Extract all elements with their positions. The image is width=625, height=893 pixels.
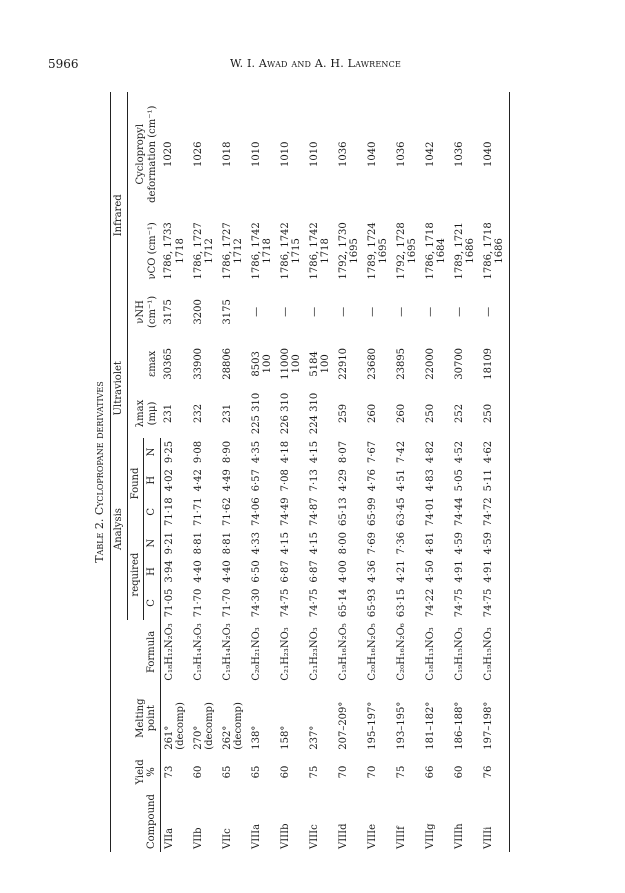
cell-lambda: 224 310 (308, 392, 320, 435)
cell-formula: C₂₁H₂₃NO₃ (308, 627, 320, 681)
cell-mp: 186–188° (453, 701, 465, 750)
cell-lambda: 225 310 (250, 392, 262, 435)
cell-co: 1786, 1718 1684 (424, 222, 447, 280)
cyclopropane-table (110, 92, 510, 852)
group-required: required (127, 529, 144, 620)
table-row (422, 92, 451, 852)
cell-mp: 270° (decomp) (192, 702, 215, 750)
table-row (277, 92, 306, 852)
cell-epsilon: 11000 100 (279, 347, 302, 380)
col-req-h: H (144, 557, 161, 585)
cell-cyclo: 1040 (480, 92, 510, 216)
cell-req-c: 63·15 (395, 588, 407, 618)
cell-fnd-c: 74·72 (480, 494, 510, 529)
cell-req-n: 4·59 (480, 529, 510, 557)
cell-fnd-n: 4·62 (480, 438, 510, 466)
cell-yield: 65 (250, 765, 262, 779)
table-body (160, 92, 509, 852)
cell-lambda: 226 310 (279, 392, 291, 435)
cell-lambda: 250 (424, 403, 436, 424)
col-found-h: H (144, 466, 161, 494)
cell-co: 1786, 1733 1718 (163, 222, 186, 280)
cell-compound: VIIc (221, 828, 233, 849)
cell-fnd-c: 74·01 (424, 497, 436, 527)
table-row (306, 92, 335, 852)
cell-compound: VIIIh (453, 823, 465, 849)
cell-fnd-n: 4·52 (453, 440, 465, 464)
cell-req-c: 71·70 (221, 588, 233, 618)
cell-fnd-c: 71·71 (192, 497, 204, 527)
cell-co: 1792, 1728 1695 (395, 222, 418, 280)
cell-compound: VIIIe (366, 824, 378, 849)
cell-fnd-n: 7·42 (395, 440, 407, 464)
cell-fnd-n: 7·67 (366, 440, 378, 464)
cell-cyclo: 1018 (221, 141, 233, 167)
cell-mp: 261° (decomp) (163, 702, 186, 750)
running-head (230, 57, 401, 70)
cell-req-h: 4·40 (221, 560, 233, 583)
cell-nh: — (453, 306, 465, 317)
cell-mp: 197–198° (480, 684, 510, 753)
cell-yield: 75 (308, 765, 320, 779)
cell-req-h: 4·91 (453, 560, 465, 583)
cell-lambda: 260 (395, 403, 407, 424)
cell-formula: C₁₉H₁₅NO₃ (480, 620, 510, 683)
cell-nh: 3175 (163, 299, 174, 325)
cell-mp: 195–197° (366, 701, 378, 750)
group-infrared: Infrared (111, 92, 128, 339)
cell-compound: VIIIc (308, 824, 320, 849)
cell-req-n: 4·15 (279, 532, 291, 555)
cell-req-c: 71·70 (192, 588, 204, 618)
col-cyclopropyl: Cyclopropyl deformation (cm⁻¹) (135, 105, 158, 203)
group-ultraviolet: Ultraviolet (111, 339, 128, 438)
cell-formula: C₂₀H₂₁NO₃ (250, 627, 262, 681)
cell-yield: 65 (221, 765, 233, 779)
col-formula: Formula (111, 620, 161, 683)
cell-co: 1786, 1742 1715 (279, 222, 302, 280)
table-caption-text: Table 2. Cyclopropane derivatives (93, 381, 106, 563)
col-compound: Compound (111, 791, 161, 852)
cell-fnd-h: 5·11 (480, 466, 510, 494)
cell-compound: VIIIb (279, 823, 291, 849)
cell-mp: 158° (279, 725, 291, 750)
table-row (160, 92, 190, 852)
cell-lambda: 250 (480, 389, 510, 438)
cell-lambda: 231 (163, 403, 174, 424)
cell-yield: 76 (480, 753, 510, 791)
cell-epsilon: 33900 (192, 347, 204, 380)
cell-co: 1786, 1742 1718 (250, 222, 273, 280)
cell-fnd-c: 65·99 (366, 497, 378, 527)
cell-cyclo: 1040 (366, 141, 378, 167)
cell-epsilon: 22000 (424, 347, 436, 380)
cell-req-c: 65·93 (366, 588, 378, 618)
cell-co: 1786, 1727 1712 (221, 222, 244, 280)
cell-fnd-h: 6·57 (250, 469, 262, 492)
cell-compound: VIIb (192, 827, 204, 849)
cell-req-n: 8·00 (337, 532, 349, 555)
cell-fnd-h: 4·51 (395, 469, 407, 492)
table-row (451, 92, 480, 852)
cell-cyclo: 1042 (424, 141, 436, 167)
group-found: Found (127, 438, 144, 529)
cell-req-h: 3·94 (163, 560, 175, 583)
cell-fnd-h: 4·49 (221, 469, 233, 492)
cell-co: 1786, 1742 1718 (308, 222, 331, 280)
cell-cyclo: 1010 (250, 141, 262, 167)
cell-req-h: 6·87 (279, 560, 291, 583)
cell-nh: — (424, 306, 436, 317)
cell-co: 1786, 1727 1712 (192, 222, 215, 280)
cell-cyclo: 1020 (163, 141, 174, 167)
cell-fnd-n: 8·90 (221, 440, 233, 464)
cell-mp: 237° (308, 725, 320, 750)
cell-req-h: 4·40 (192, 560, 204, 583)
rotated-table (93, 92, 543, 852)
cell-fnd-h: 4·42 (192, 469, 204, 492)
cell-yield: 73 (163, 765, 175, 779)
cell-req-c: 74·75 (480, 586, 510, 621)
cell-fnd-h: 4·76 (366, 469, 378, 492)
cell-lambda: 252 (453, 403, 465, 424)
cell-lambda: 231 (221, 403, 233, 424)
cell-compound: VIIIg (424, 823, 436, 849)
cell-epsilon: 30365 (163, 347, 174, 380)
cell-lambda: 232 (192, 403, 204, 424)
cell-compound: VIIIf (395, 826, 407, 849)
cell-fnd-c: 74·49 (279, 497, 291, 527)
cell-formula: C₁₉H₁₅NO₃ (453, 627, 465, 681)
cell-nh: — (308, 306, 320, 317)
cell-fnd-h: 7·13 (308, 469, 320, 492)
cell-req-n: 4·33 (250, 532, 262, 555)
cell-cyclo: 1036 (395, 141, 407, 167)
cell-epsilon: 22910 (337, 347, 349, 380)
cell-lambda: 260 (366, 403, 378, 424)
cell-mp: 181–182° (424, 701, 436, 750)
cell-yield: 75 (395, 765, 407, 779)
table-row (480, 92, 510, 852)
cell-req-c: 71·05 (163, 588, 175, 618)
cell-mp: 262° (decomp) (221, 702, 244, 750)
cell-formula: C₂₀H₁₆N₂O₆ (395, 623, 407, 681)
cell-fnd-h: 5·05 (453, 469, 465, 492)
col-req-c: C (144, 586, 161, 621)
cell-nh: — (337, 306, 349, 317)
cell-req-c: 74·22 (424, 588, 436, 618)
cell-fnd-n: 4·82 (424, 440, 436, 464)
col-yield: Yield % (111, 753, 161, 791)
cell-nh: — (395, 306, 407, 317)
cell-req-h: 4·21 (395, 560, 407, 583)
table-row (393, 92, 422, 852)
cell-req-h: 6·50 (250, 560, 262, 583)
cell-req-h: 6·87 (308, 560, 320, 583)
col-found-n: N (144, 438, 161, 466)
cell-mp: 193–195° (395, 701, 407, 750)
cell-yield: 60 (453, 765, 465, 779)
cell-cyclo: 1026 (192, 141, 204, 167)
table-row (364, 92, 393, 852)
cell-yield: 60 (279, 765, 291, 779)
cell-mp: 207–209° (337, 701, 349, 750)
cell-req-n: 4·81 (424, 532, 436, 555)
cell-nh: — (279, 306, 291, 317)
cell-formula: C₁₉H₁₄N₂O₃ (221, 623, 233, 681)
col-found-c: C (144, 494, 161, 529)
cell-req-c: 74·75 (308, 588, 320, 618)
cell-nh: — (480, 285, 510, 338)
cell-yield: 70 (337, 765, 349, 779)
cell-req-n: 8·81 (221, 532, 233, 555)
cell-epsilon: 23680 (366, 347, 378, 380)
cell-fnd-h: 7·08 (279, 469, 291, 492)
cell-cyclo: 1036 (337, 141, 349, 167)
cell-fnd-h: 4·02 (163, 469, 175, 492)
cell-fnd-c: 65·13 (337, 497, 349, 527)
cell-req-c: 74·30 (250, 588, 262, 618)
cell-fnd-h: 4·29 (337, 469, 349, 492)
cell-compound: VIIa (163, 827, 175, 849)
cell-cyclo: 1010 (308, 141, 320, 167)
page-number: 5966 (48, 57, 79, 71)
running-head-authors: W. I. Awad and A. H. Lawrence (230, 57, 401, 70)
group-analysis: Analysis (111, 438, 128, 620)
table-row (219, 92, 248, 852)
cell-fnd-n: 4·35 (250, 440, 262, 464)
cell-fnd-n: 9·25 (163, 440, 175, 464)
cell-formula: C₁₉H₁₆N₂O₅ (337, 623, 349, 681)
cell-req-n: 8·81 (192, 532, 204, 555)
col-req-n: N (144, 529, 161, 557)
cell-co: 1786, 1718 1686 (480, 216, 510, 285)
cell-req-h: 4·36 (366, 560, 378, 583)
cell-fnd-n: 4·15 (308, 440, 320, 464)
cell-lambda: 259 (337, 403, 349, 424)
table-caption (93, 92, 106, 852)
cell-req-h: 4·50 (424, 560, 436, 583)
cell-epsilon: 18109 (480, 339, 510, 389)
cell-fnd-n: 9·08 (192, 440, 204, 464)
cell-cyclo: 1010 (279, 141, 291, 167)
cell-req-n: 7·69 (366, 532, 378, 555)
cell-nh: — (250, 306, 262, 317)
cell-yield: 70 (366, 765, 378, 779)
cell-req-c: 65·14 (337, 588, 349, 618)
cell-epsilon: 8503 100 (250, 351, 273, 377)
header-row-groups (111, 92, 128, 852)
cell-fnd-c: 71·62 (221, 497, 233, 527)
cell-req-n: 4·59 (453, 532, 465, 555)
table-row (190, 92, 219, 852)
cell-fnd-c: 74·06 (250, 497, 262, 527)
cell-cyclo: 1036 (453, 141, 465, 167)
col-lambda-max: λmax (mμ) (135, 399, 158, 428)
cell-formula: C₁₈H₁₂N₂O₃ (163, 623, 175, 681)
table-head (111, 92, 161, 852)
cell-req-h: 4·00 (337, 560, 349, 583)
cell-fnd-c: 74·44 (453, 497, 465, 527)
cell-req-n: 9·21 (163, 532, 175, 555)
cell-fnd-h: 4·83 (424, 469, 436, 492)
cell-compound: VIIId (337, 823, 349, 849)
cell-formula: C₂₀H₁₆N₂O₅ (366, 623, 378, 681)
table-region (88, 92, 548, 852)
cell-yield: 60 (192, 765, 204, 779)
cell-fnd-n: 4·18 (279, 440, 291, 464)
cell-nh: 3175 (221, 299, 233, 325)
cell-fnd-c: 71·18 (163, 497, 175, 527)
cell-nh: — (366, 306, 378, 317)
cell-compound: VIIIi (480, 791, 510, 852)
cell-fnd-c: 74·87 (308, 497, 320, 527)
cell-epsilon: 23895 (395, 347, 407, 380)
cell-req-c: 74·75 (453, 588, 465, 618)
cell-req-h: 4·91 (480, 557, 510, 585)
cell-req-n: 7·36 (395, 532, 407, 555)
cell-formula: C₂₁H₂₃NO₃ (279, 627, 291, 681)
cell-epsilon: 5184 100 (308, 351, 331, 377)
cell-req-c: 74·75 (279, 588, 291, 618)
cell-co: 1789, 1721 1686 (453, 222, 476, 280)
cell-co: 1789, 1724 1695 (366, 222, 389, 280)
cell-formula: C₁₈H₁₃NO₃ (424, 627, 436, 681)
col-epsilon-max: εmax (146, 350, 158, 377)
cell-co: 1792, 1730 1695 (337, 222, 360, 280)
col-melting-point: Melting point (111, 684, 161, 753)
cell-formula: C₁₉H₁₄N₂O₃ (192, 623, 204, 681)
table-row (248, 92, 277, 852)
cell-mp: 138° (250, 725, 262, 750)
cell-nh: 3200 (192, 299, 204, 325)
cell-req-n: 4·15 (308, 532, 320, 555)
cell-epsilon: 28806 (221, 347, 233, 380)
cell-yield: 66 (424, 765, 436, 779)
cell-fnd-c: 63·45 (395, 497, 407, 527)
table-row (335, 92, 364, 852)
col-nu-nh: νNH (cm⁻¹) (135, 295, 158, 329)
cell-fnd-n: 8·07 (337, 440, 349, 464)
col-nu-co: νCO (cm⁻¹) (146, 222, 158, 280)
cell-compound: VIIIa (250, 823, 262, 849)
cell-epsilon: 30700 (453, 347, 465, 380)
